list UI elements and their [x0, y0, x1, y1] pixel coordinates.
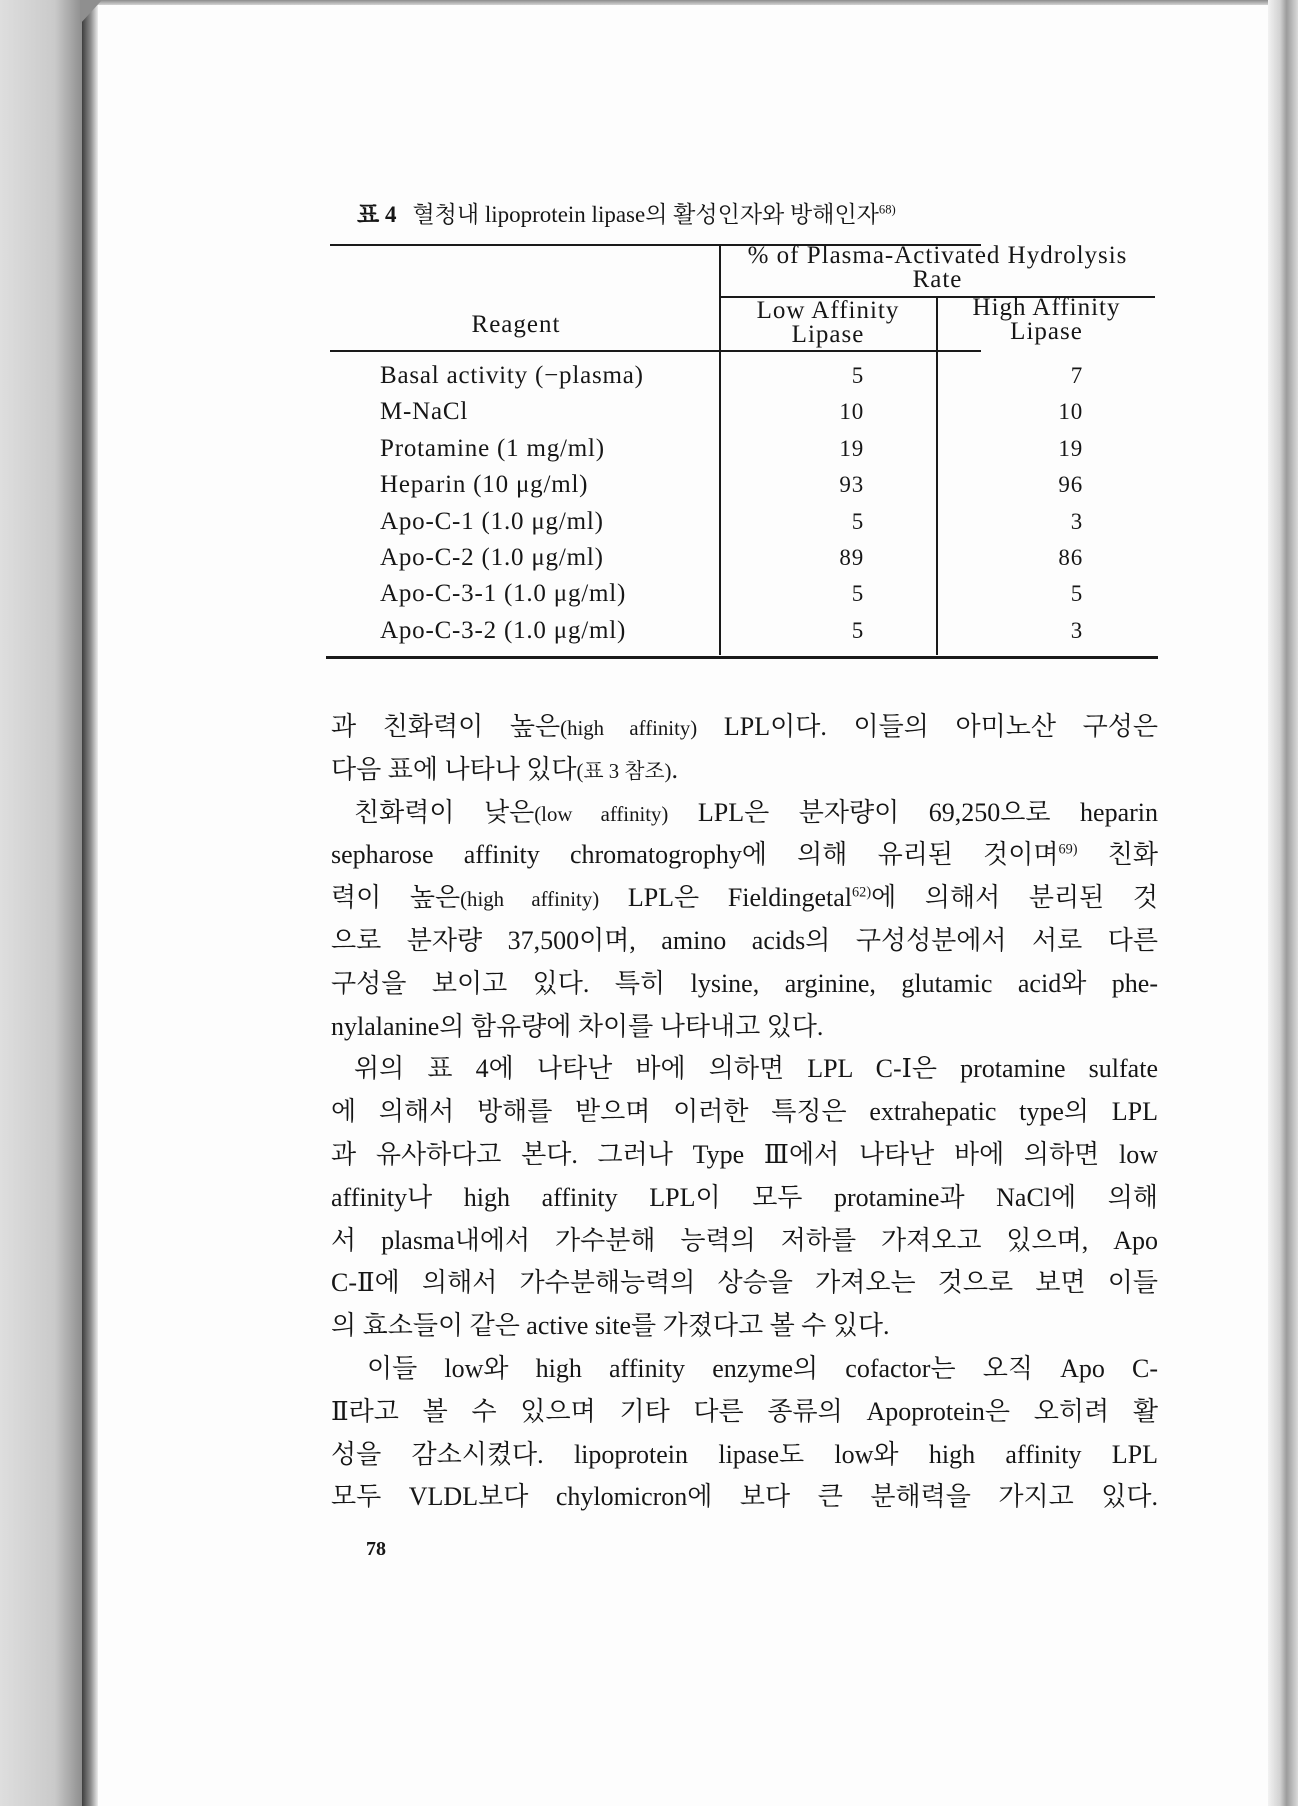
text-line	[331, 1006, 1158, 1049]
text-line	[331, 1091, 1158, 1134]
cell-high-affinity: 86	[1058, 544, 1083, 570]
text-run: 으로 분자량 37,500이며, amino acids의 구성성분에서 서로 다른	[331, 925, 1158, 955]
cell-reagent: Apo-C-2 (1.0 μg/ml)	[380, 543, 604, 571]
text-line	[331, 963, 1158, 1006]
text-run: (high affinity)	[560, 717, 698, 740]
text-run: (low affinity)	[534, 802, 669, 826]
table-header-rule	[330, 350, 981, 352]
cell-reagent: M-NaCl	[380, 398, 469, 426]
cell-low-affinity: 89	[839, 544, 864, 570]
text-line	[331, 1434, 1158, 1477]
line-content	[331, 755, 678, 784]
text-line	[331, 1391, 1158, 1434]
text-line	[331, 1476, 1158, 1519]
text-line	[331, 1177, 1158, 1220]
text-line	[354, 1048, 1158, 1091]
text-line	[331, 706, 1158, 749]
citation-superscript: 62)	[852, 884, 872, 901]
line-content	[331, 1482, 1158, 1511]
cell-reagent: Apo-C-3-2 (1.0 μg/ml)	[380, 616, 627, 644]
header-low-affinity: Low Affinity	[756, 297, 900, 324]
text-run: sepharose affinity chromatogrophy에 의해 유리된 것이며	[331, 840, 1059, 870]
text-line	[331, 920, 1158, 963]
cell-reagent: Basal activity (−plasma)	[380, 362, 644, 389]
text-run: (표 3 참조)	[576, 759, 672, 783]
lipase-activity-table	[326, 240, 1158, 662]
text-run: 에 의해서 방해를 받으며 이러한 특징은 extrahepatic type의 LPL	[331, 1097, 1158, 1127]
text-line	[331, 834, 1158, 877]
text-run: 에 의해서 분리된 것	[871, 883, 1158, 913]
line-content	[331, 1012, 823, 1041]
cell-high-affinity: 3	[1070, 508, 1083, 534]
text-run: LPL이다. 이들의 아미노산 구성은	[697, 712, 1158, 741]
cell-high-affinity: 7	[1070, 363, 1083, 388]
header-low-affinity-line2: Lipase	[791, 321, 865, 348]
cell-high-affinity: 10	[1058, 399, 1083, 425]
text-run: 성을 감소시켰다. lipoprotein lipase도 low와 high affinity LPL	[331, 1439, 1158, 1469]
table-title: 혈청내 lipoprotein lipase의 활성인자와 방해인자	[412, 202, 879, 227]
cell-low-affinity: 5	[851, 581, 864, 607]
line-content	[331, 1097, 1158, 1126]
table-row	[326, 394, 1158, 430]
text-run: LPL은 분자량이 69,250으로 heparin	[668, 797, 1158, 827]
text-run: 위의 표 4에 나타난 바에 의하면 LPL C-Ⅰ은 protamine sulfate	[354, 1054, 1158, 1084]
text-line	[331, 1220, 1158, 1263]
cell-low-affinity: 93	[839, 472, 864, 498]
book-binding-shadow	[82, 0, 98, 1806]
cell-reagent: Apo-C-3-1 (1.0 μg/ml)	[380, 580, 627, 608]
cell-high-affinity: 5	[1070, 581, 1083, 607]
table-row	[326, 504, 1158, 540]
text-line	[331, 749, 1158, 792]
table-row	[326, 358, 1158, 394]
text-run: nylalanine의 함유량에 차이를 나타내고 있다.	[331, 1011, 824, 1041]
cell-high-affinity: 96	[1058, 472, 1083, 498]
citation-superscript: 68)	[878, 202, 896, 217]
text-run: 의 효소들이 같은 active site를 가졌다고 볼 수 있다.	[331, 1311, 890, 1341]
text-run: .	[671, 754, 678, 784]
text-run: Ⅱ라고 볼 수 있으며 기타 다른 종류의 Apoprotein은 오히려 활	[331, 1396, 1158, 1426]
header-group-title: % of Plasma-Activated Hydrolysis	[747, 242, 1128, 269]
table-row	[326, 613, 1158, 649]
text-run: (high affinity)	[460, 888, 600, 912]
line-content	[331, 1268, 1158, 1297]
line-content	[367, 1354, 1158, 1383]
text-run: 서 plasma내에서 가수분해 능력의 저하를 가져오고 있으며, Apo	[331, 1225, 1158, 1255]
header-high-affinity: High Affinity	[972, 294, 1121, 321]
text-run: 력이 높은	[331, 883, 461, 913]
text-line	[354, 792, 1158, 835]
text-run: 친화	[1077, 840, 1159, 870]
text-run: C-Ⅱ에 의해서 가수분해능력의 상승을 가져오는 것으로 보면 이들	[331, 1268, 1158, 1298]
line-content	[354, 798, 1158, 827]
cell-low-affinity: 10	[839, 399, 864, 425]
line-content	[331, 926, 1158, 955]
table-row	[326, 576, 1158, 612]
text-line	[331, 1305, 1158, 1348]
scan-left-edge	[0, 0, 84, 1806]
scan-right-edge	[1268, 0, 1298, 1806]
header-group-title-line2: Rate	[912, 266, 963, 293]
table-row	[326, 467, 1158, 503]
table-row	[326, 431, 1158, 467]
line-content	[331, 1183, 1158, 1212]
text-line	[331, 877, 1158, 920]
cell-low-affinity: 19	[839, 435, 864, 461]
text-run: LPL은 Fieldingetal	[599, 883, 853, 913]
cell-low-affinity: 5	[851, 617, 864, 643]
text-run: 친화력이 낮은	[354, 797, 535, 827]
line-content	[331, 1140, 1158, 1169]
table-label: 표 4	[357, 202, 397, 227]
table-caption	[357, 201, 896, 229]
line-content	[331, 969, 1158, 998]
table-body	[326, 358, 1158, 649]
cell-high-affinity: 19	[1058, 435, 1083, 461]
text-run: 모두 VLDL보다 chylomicron에 보다 큰 분해력을 가지고 있다.	[331, 1482, 1158, 1512]
cell-reagent: Protamine (1 mg/ml)	[380, 434, 605, 462]
text-run: affinity나 high affinity LPL이 모두 protamine과 NaCl에 의해	[331, 1182, 1158, 1212]
table-row	[326, 540, 1158, 576]
text-line	[331, 1262, 1158, 1305]
text-run: 과 친화력이 높은	[331, 712, 561, 741]
line-content	[354, 1054, 1158, 1083]
cell-reagent: Apo-C-1 (1.0 μg/ml)	[380, 507, 604, 535]
header-reagent: Reagent	[471, 311, 561, 338]
line-content	[331, 1226, 1158, 1255]
header-high-affinity-line2: Lipase	[1010, 318, 1083, 345]
cell-low-affinity: 5	[851, 363, 864, 388]
text-run: 구성을 보이고 있다. 특히 lysine, arginine, glutamic acid와 phe-	[331, 968, 1158, 998]
line-content	[331, 712, 1158, 741]
page-number: 78	[366, 1538, 386, 1560]
line-content	[331, 1311, 890, 1340]
line-content	[331, 1397, 1158, 1426]
cell-low-affinity: 5	[851, 508, 864, 534]
text-line	[367, 1348, 1158, 1391]
body-text	[331, 706, 1158, 1519]
cell-high-affinity: 3	[1070, 617, 1083, 643]
cell-reagent: Heparin (10 μg/ml)	[380, 471, 589, 499]
text-line	[331, 1134, 1158, 1177]
table-bottom-rule	[326, 656, 1158, 659]
citation-superscript: 69)	[1058, 841, 1078, 858]
line-content	[331, 883, 1158, 912]
text-run: 과 유사하다고 본다. 그러나 Type Ⅲ에서 나타난 바에 의하면 low	[331, 1139, 1158, 1169]
text-run: 다음 표에 나타나 있다	[331, 754, 577, 784]
line-content	[331, 1440, 1158, 1469]
text-run: 이들 low와 high affinity enzyme의 cofactor는 오직 Apo C-	[367, 1353, 1158, 1383]
line-content	[331, 840, 1158, 869]
